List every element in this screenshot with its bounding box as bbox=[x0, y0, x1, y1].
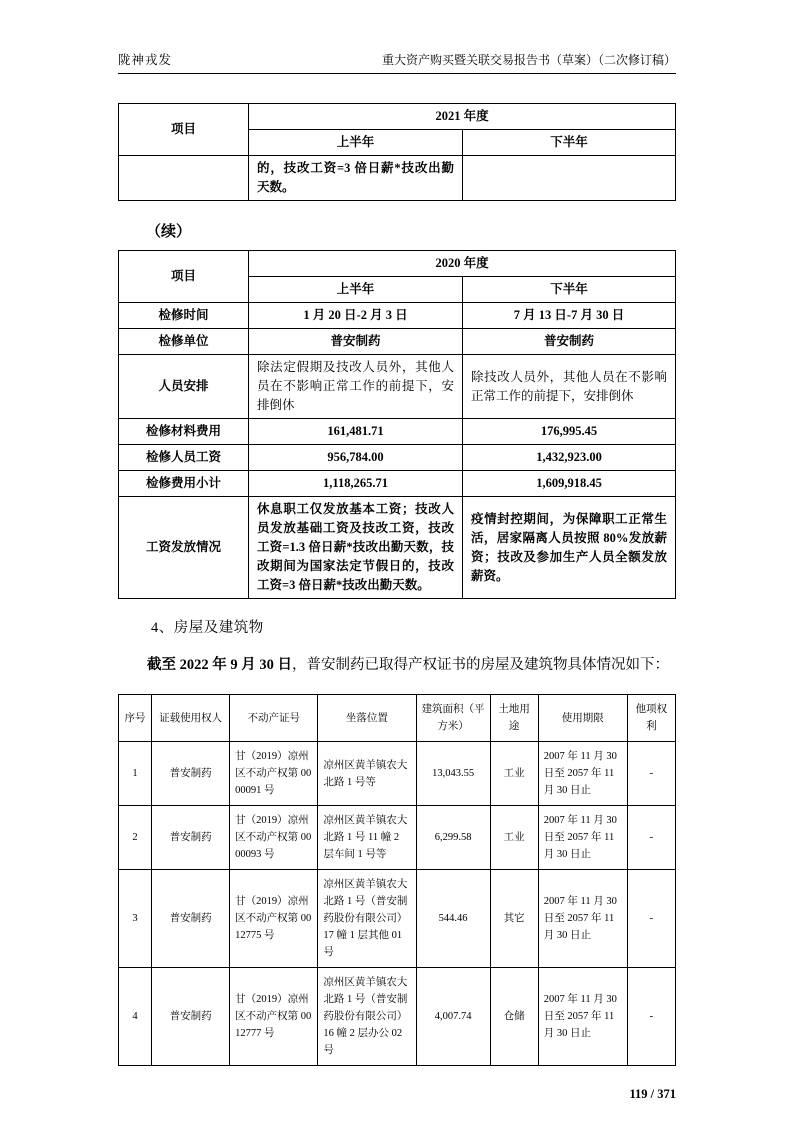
section-intro bbox=[118, 650, 676, 681]
t2-cell: 普安制药 bbox=[463, 329, 676, 355]
table-row bbox=[119, 870, 676, 968]
t3-cell-holder: 普安制药 bbox=[152, 968, 230, 1066]
table-row bbox=[119, 355, 676, 419]
t1-col-label: 项目 bbox=[119, 104, 249, 156]
t3-cell-other-rights: - bbox=[627, 742, 675, 806]
table-row bbox=[119, 303, 676, 329]
t2-row-label: 检修材料费用 bbox=[119, 419, 249, 445]
t3-cell-other-rights: - bbox=[627, 968, 675, 1066]
t3-cell-holder: 普安制药 bbox=[152, 742, 230, 806]
property-table bbox=[118, 694, 676, 1066]
table-row bbox=[119, 806, 676, 870]
t2-half2-header: 下半年 bbox=[463, 277, 676, 303]
intro-date: 截至 2022 年 9 月 30 日 bbox=[147, 657, 292, 673]
t3-cell-term: 2007 年 11 月 30 日至 2057 年 11 月 30 日止 bbox=[538, 742, 627, 806]
table-row bbox=[119, 419, 676, 445]
t2-cell: 普安制药 bbox=[249, 329, 463, 355]
t3-header-location: 坐落位置 bbox=[318, 695, 416, 742]
t3-cell-land-use: 工业 bbox=[490, 806, 538, 870]
t1-empty-cell bbox=[119, 156, 249, 201]
t3-cell-land-use: 工业 bbox=[490, 742, 538, 806]
t3-cell-area: 544.46 bbox=[416, 870, 490, 968]
t3-cell-land-use: 其它 bbox=[490, 870, 538, 968]
t1-half2-header: 下半年 bbox=[463, 130, 676, 156]
table-row bbox=[119, 471, 676, 497]
continued-label: （续） bbox=[146, 224, 192, 240]
t2-row-label: 检修时间 bbox=[119, 303, 249, 329]
t2-row-label: 人员安排 bbox=[119, 355, 249, 419]
t3-header-term: 使用期限 bbox=[538, 695, 627, 742]
table-header-row bbox=[119, 695, 676, 742]
t3-cell-area: 13,043.55 bbox=[416, 742, 490, 806]
t3-cell-location: 凉州区黄羊镇农大北路 1 号（普安制药股份有限公司）17 幢 1 层其他 01 号 bbox=[318, 870, 416, 968]
t3-header-seq: 序号 bbox=[119, 695, 152, 742]
t2-cell: 休息职工仅发放基本工资；技改人员发放基础工资及技改工资，技改工资=1.3 倍日薪*技改出勤天数，技改期间为国家法定节假日的，技改工资=3 倍日薪*技改出勤天数。 bbox=[249, 497, 463, 599]
t3-cell-cert-no: 甘（2019）凉州区不动产权第 0000093 号 bbox=[230, 806, 318, 870]
page-number: 119 / 371 bbox=[629, 1087, 676, 1101]
table-row bbox=[119, 497, 676, 599]
t3-cell-location: 凉州区黄羊镇农大北路 1 号 11 幢 2 层车间 1 号等 bbox=[318, 806, 416, 870]
t3-header-other-rights: 他项权利 bbox=[627, 695, 675, 742]
t1-year-header: 2021 年度 bbox=[249, 104, 676, 130]
t3-cell-seq: 1 bbox=[119, 742, 152, 806]
table-row bbox=[119, 329, 676, 355]
header-document-title: 重大资产购买暨关联交易报告书（草案）（二次修订稿） bbox=[381, 53, 676, 67]
t3-header-area: 建筑面积（平方米） bbox=[416, 695, 490, 742]
t2-cell: 161,481.71 bbox=[249, 419, 463, 445]
t3-cell-other-rights: - bbox=[627, 870, 675, 968]
t3-cell-holder: 普安制药 bbox=[152, 806, 230, 870]
intro-rest: ，普安制药已取得产权证书的房屋及建筑物具体情况如下： bbox=[292, 657, 669, 673]
t3-cell-holder: 普安制药 bbox=[152, 870, 230, 968]
t3-cell-other-rights: - bbox=[627, 806, 675, 870]
t3-cell-seq: 2 bbox=[119, 806, 152, 870]
t3-cell-location: 凉州区黄羊镇农大北路 1 号等 bbox=[318, 742, 416, 806]
t3-cell-term: 2007 年 11 月 30 日至 2057 年 11 月 30 日止 bbox=[538, 968, 627, 1066]
t3-cell-cert-no: 甘（2019）凉州区不动产权第 0000091 号 bbox=[230, 742, 318, 806]
t2-cell: 1,118,265.71 bbox=[249, 471, 463, 497]
table-row bbox=[119, 968, 676, 1066]
t2-cell: 956,784.00 bbox=[249, 445, 463, 471]
t3-cell-area: 6,299.58 bbox=[416, 806, 490, 870]
t2-row-label: 检修人员工资 bbox=[119, 445, 249, 471]
t3-header-land-use: 土地用途 bbox=[490, 695, 538, 742]
t2-cell: 1,432,923.00 bbox=[463, 445, 676, 471]
table-2020 bbox=[118, 250, 676, 599]
t2-cell: 除技改人员外，其他人员在不影响正常工作的前提下，安排倒休 bbox=[463, 355, 676, 419]
t3-header-holder: 证载使用权人 bbox=[152, 695, 230, 742]
t3-cell-term: 2007 年 11 月 30 日至 2057 年 11 月 30 日止 bbox=[538, 806, 627, 870]
t2-cell: 1 月 20 日-2 月 3 日 bbox=[249, 303, 463, 329]
t2-row-label: 工资发放情况 bbox=[119, 497, 249, 599]
t1-empty-cell bbox=[463, 156, 676, 201]
table-row bbox=[119, 742, 676, 806]
t3-cell-location: 凉州区黄羊镇农大北路 1 号（普安制药股份有限公司）16 幢 2 层办公 02 号 bbox=[318, 968, 416, 1066]
t2-cell: 除法定假期及技改人员外，其他人员在不影响正常工作的前提下，安排倒休 bbox=[249, 355, 463, 419]
t3-cell-seq: 4 bbox=[119, 968, 152, 1066]
t3-cell-cert-no: 甘（2019）凉州区不动产权第 0012775 号 bbox=[230, 870, 318, 968]
t2-cell: 7 月 13 日-7 月 30 日 bbox=[463, 303, 676, 329]
t3-cell-cert-no: 甘（2019）凉州区不动产权第 0012777 号 bbox=[230, 968, 318, 1066]
t3-cell-term: 2007 年 11 月 30 日至 2057 年 11 月 30 日止 bbox=[538, 870, 627, 968]
table-row bbox=[119, 445, 676, 471]
t3-cell-land-use: 仓储 bbox=[490, 968, 538, 1066]
t2-year-header: 2020 年度 bbox=[249, 251, 676, 277]
t1-half1-header: 上半年 bbox=[249, 130, 463, 156]
t2-cell: 1,609,918.45 bbox=[463, 471, 676, 497]
section-heading: 4、房屋及建筑物 bbox=[151, 620, 264, 636]
t2-row-label: 检修单位 bbox=[119, 329, 249, 355]
t2-cell: 疫情封控期间，为保障职工正常生活，居家隔离人员按照 80%发放薪资；技改及参加生产人员全额发放薪资。 bbox=[463, 497, 676, 599]
running-header bbox=[118, 0, 676, 74]
t2-half1-header: 上半年 bbox=[249, 277, 463, 303]
t2-cell: 176,995.45 bbox=[463, 419, 676, 445]
t3-header-cert-no: 不动产证号 bbox=[230, 695, 318, 742]
header-company-name: 陇神戎发 bbox=[118, 53, 173, 67]
t3-cell-seq: 3 bbox=[119, 870, 152, 968]
t2-col-label: 项目 bbox=[119, 251, 249, 303]
table-2021 bbox=[118, 103, 676, 201]
t1-continuation-text: 的，技改工资=3 倍日薪*技改出勤天数。 bbox=[249, 156, 463, 201]
t2-row-label: 检修费用小计 bbox=[119, 471, 249, 497]
t3-cell-area: 4,007.74 bbox=[416, 968, 490, 1066]
